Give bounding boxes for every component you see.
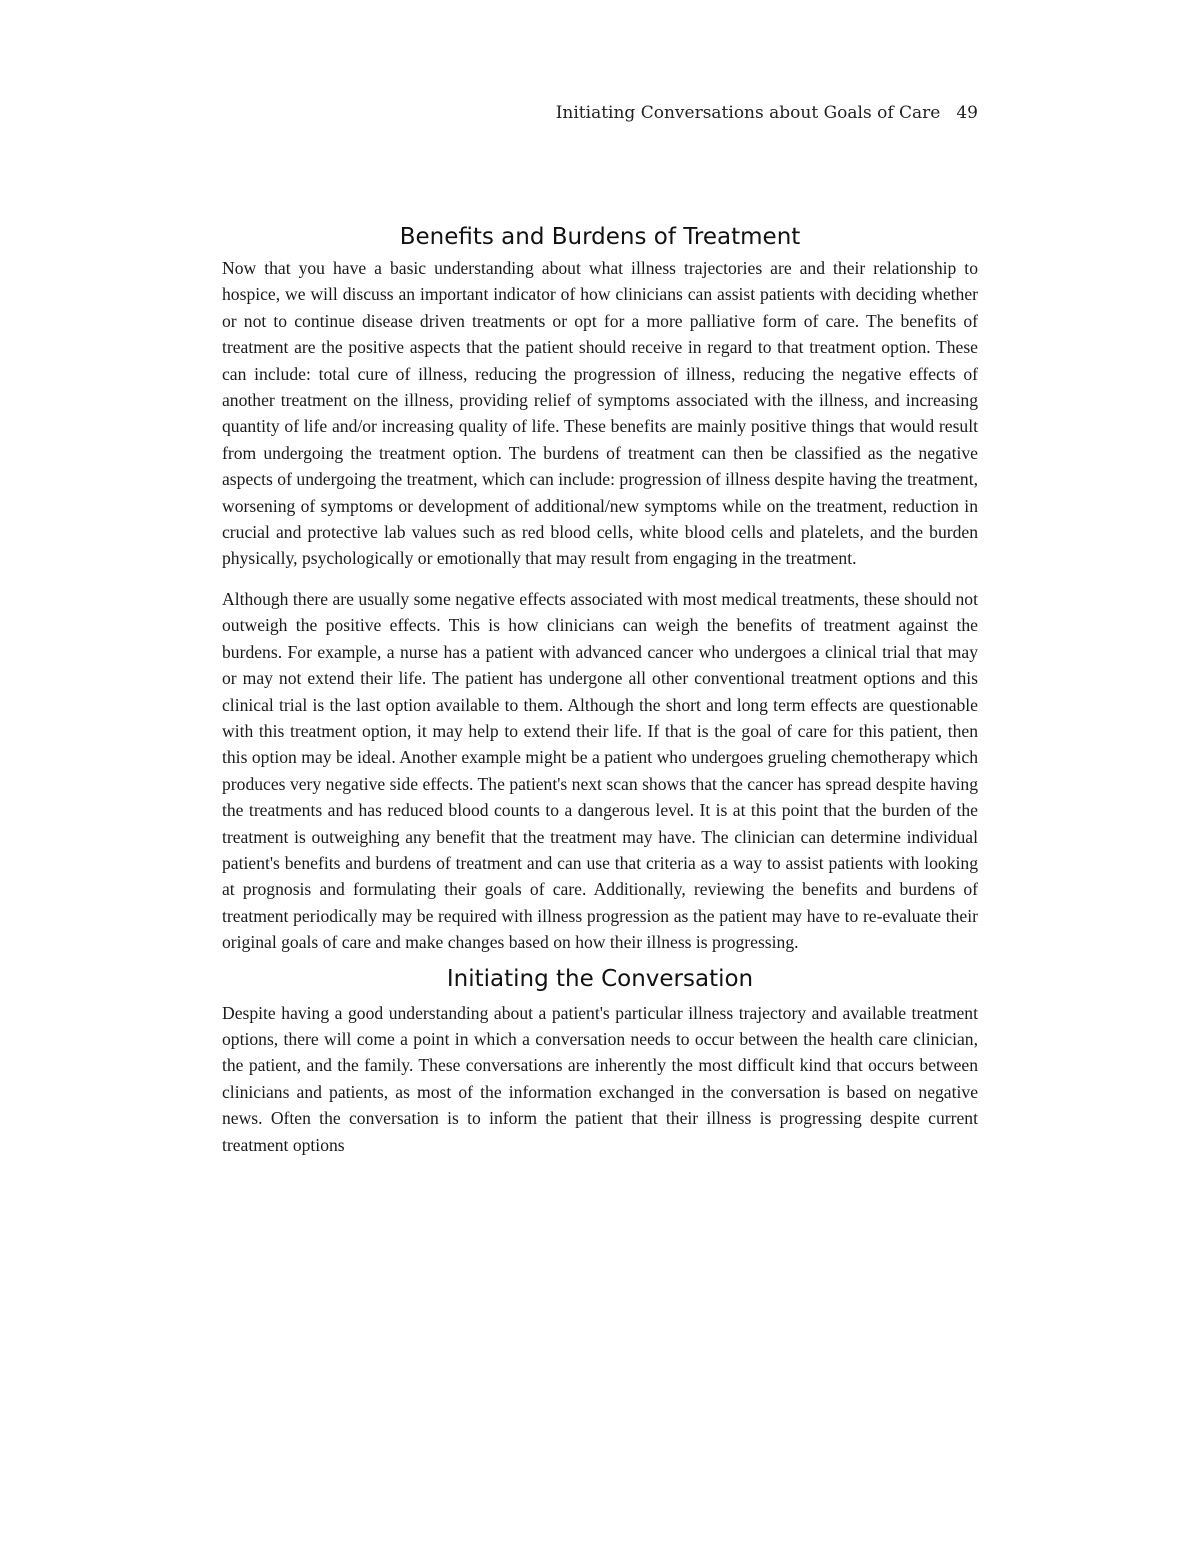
paragraph-benefits-burdens-1: Now that you have a basic understanding about what illness trajectories are and their relationship to hospice, we will discuss an important indicator of how clinicians can assist patients with deciding whether or not to continue disease driven treatments or opt for a more palliative form of care. The benefits of treatment are the positive aspects that the patient should receive in regard to that treatment option. These can include: total cure of illness, reducing the progression of illness, reducing the negative effects of another treatment on the illness, providing relief of symptoms associated with the illness, and increasing quantity of life and/or increasing quality of life. These benefits are mainly positive things that would result from undergoing the treatment option. The burdens of treatment can then be classified as the negative aspects of undergoing the treatment, which can include: progression of illness despite having the treatment, worsening of symptoms or development of additional/new symptoms while on the treatment, reduction in crucial and protective lab values such as red blood cells, white blood cells and platelets, and the burden physically, psychologically or emotionally that may result from engaging in the treatment. bbox=[222, 258, 978, 569]
section-heading-initiating-conversation: Initiating the Conversation bbox=[446, 965, 754, 992]
page-number: 49 bbox=[956, 103, 978, 123]
section-heading-benefits-burdens: Benefits and Burdens of Treatment bbox=[399, 224, 801, 250]
running-head-title: Initiating Conversations about Goals of Care bbox=[555, 103, 941, 123]
paragraph-benefits-burdens-2: Although there are usually some negative effects associated with most medical treatments, these should not outweigh the positive effects. This is how clinicians can weigh the benefits of treatment against the burdens. For example, a nurse has a patient with advanced cancer who undergoes a clinical trial that may or may not extend their life. The patient has undergone all other conventional treatment options and this clinical trial is the last option available to them. Although the short and long term effects are questionable with this treatment option, it may help to extend their life. If that is the goal of care for this patient, then this option may be ideal. Another example might be a patient who undergoes grueling chemotherapy which produces very negative side effects. The patient's next scan shows that the cancer has spread despite having the treatments and has reduced blood counts to a dangerous level. It is at this point that the burden of the treatment is outweighing any benefit that the treatment may have. The clinician can determine individual patient's benefits and burdens of treatment and can use that criteria as a way to assist patients with looking at prognosis and formulating their goals of care. Additionally, reviewing the benefits and burdens of treatment periodically may be required with illness progression as the patient may have to re-evaluate their original goals of care and make changes based on how their illness is progressing. bbox=[222, 588, 978, 953]
body-text bbox=[222, 222, 978, 1158]
running-head bbox=[556, 103, 978, 123]
paragraph-initiating-conversation-1: Despite having a good understanding about a patient's particular illness trajectory and available treatment options, there will come a point in which a conversation needs to occur between the health care clinician, the patient, and the family. These conversations are inherently the most difficult kind that occurs between clinicians and patients, as most of the information exchanged in the conversation is based on negative news. Often the conversation is to inform the patient that their illness is progressing despite current treatment options bbox=[222, 1002, 978, 1155]
